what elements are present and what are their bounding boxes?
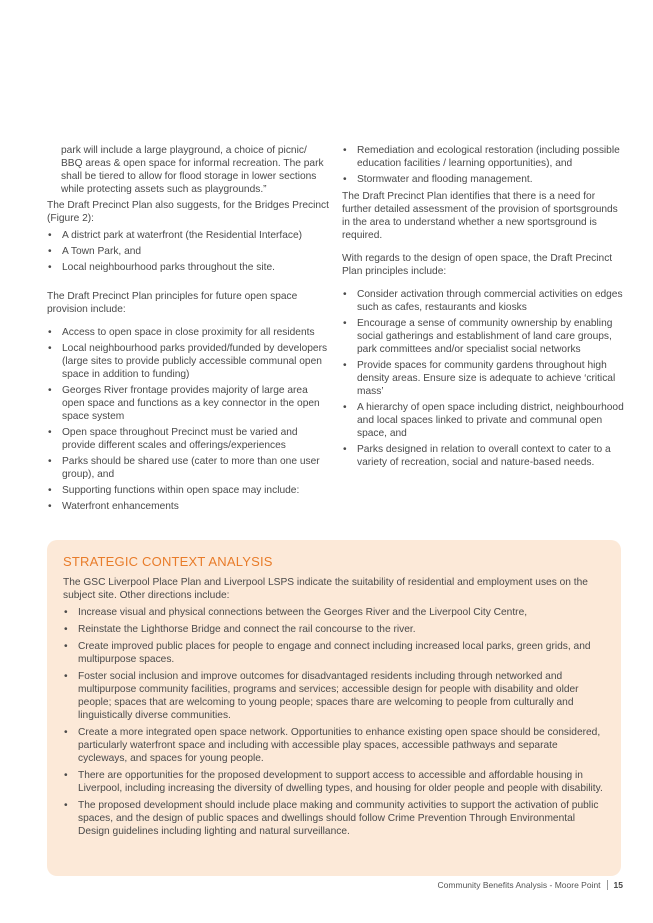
bullet-list	[342, 288, 624, 469]
list-item: • Access to open space in close proximity for all residents	[47, 326, 331, 339]
list-item: • A Town Park, and	[47, 245, 331, 258]
page-number: 15	[613, 880, 623, 890]
panel-bullet-list	[63, 606, 605, 838]
list-item: • Encourage a sense of community ownership by enabling social gatherings and establishment of land care groups, park committees and/or specialist social networks	[342, 317, 624, 356]
list-item: • Open space throughout Precinct must be varied and provide different scales and offerings/experiences	[47, 426, 331, 452]
list-item: • Increase visual and physical connections between the Georges River and the Liverpool City Centre,	[63, 606, 605, 619]
list-item: • Parks designed in relation to overall context to cater to a variety of recreation, social and nature-based needs.	[342, 443, 624, 469]
panel-heading: STRATEGIC CONTEXT ANALYSIS	[63, 554, 273, 569]
list-item: • A hierarchy of open space including district, neighbourhood and local spaces linked to private and communal open space, and	[342, 401, 624, 440]
paragraph: The Draft Precinct Plan principles for future open space provision include:	[47, 291, 298, 315]
list-item: • Georges River frontage provides majority of large area open space and functions as a key connector in the open space system	[47, 384, 331, 423]
list-item: • A district park at waterfront (the Residential Interface)	[47, 229, 331, 242]
list-item: • Provide spaces for community gardens throughout high density areas. Ensure size is adequate to achieve ‘critical mass’	[342, 359, 624, 398]
list-item: • Waterfront enhancements	[47, 500, 331, 513]
bullet-list	[47, 229, 331, 274]
list-item: • The proposed development should include place making and community activities to support the activation of public spaces, and the design of public spaces and dwellings should follow Crime Prevention Through Environmental Design guidelines including lighting and natural surveillance.	[63, 799, 605, 838]
list-item: • Local neighbourhood parks throughout the site.	[47, 261, 331, 274]
list-item: • Foster social inclusion and improve outcomes for disadvantaged residents including through networked and multipurpose community facilities, programs and services; accessible design for people with disability and older people; spaces that are welcoming to young people; spaces thare are welcoming to people from culturally and linguistically diverse communities.	[63, 670, 605, 722]
list-item: • Stormwater and flooding management.	[342, 173, 624, 186]
paragraph: The Draft Precinct Plan also suggests, for the Bridges Precinct (Figure 2):	[47, 200, 329, 224]
paragraph: The Draft Precinct Plan identifies that there is a need for further detailed assessment of the provision of sportsgrounds in the area to understand whether a new sportsground is required.	[342, 191, 618, 241]
list-item: • There are opportunities for the proposed development to support access to accessible and affordable housing in Liverpool, including increasing the diversity of dwelling types, and housing for older people and people with disability.	[63, 769, 605, 795]
bullet-list	[47, 326, 331, 513]
list-item: • Consider activation through commercial activities on edges such as cafes, restaurants and kiosks	[342, 288, 624, 314]
list-item: • Reinstate the Lighthorse Bridge and connect the rail concourse to the river.	[63, 623, 605, 636]
footer-doc-title: Community Benefits Analysis - Moore Point	[437, 880, 601, 890]
list-item: • Supporting functions within open space may include:	[47, 484, 331, 497]
list-item: • Remediation and ecological restoration (including possible education facilities / learning opportunities), and	[342, 144, 624, 170]
paragraph: With regards to the design of open space, the Draft Precinct Plan principles include:	[342, 253, 613, 277]
footer-divider	[607, 880, 608, 890]
right-column	[342, 144, 624, 479]
quote-text: park will include a large playground, a choice of picnic/ BBQ areas & open space for informal recreation. The park shall be tiered to allow for flood storage in lower sections while protecting assets such as playgrounds.”	[61, 145, 324, 195]
panel-intro: The GSC Liverpool Place Plan and Liverpool LSPS indicate the suitability of residential and employment uses on the subject site. Other directions include:	[63, 577, 588, 601]
list-item: • Create improved public places for people to engage and connect including increased local parks, green grids, and multipurpose spaces.	[63, 640, 605, 666]
list-item: • Local neighbourhood parks provided/funded by developers (large sites to provide publicly accessible communal open space in addition to funding)	[47, 342, 331, 381]
page-footer	[438, 880, 623, 890]
list-item: • Parks should be shared use (cater to more than one user group), and	[47, 455, 331, 481]
bullet-list	[342, 144, 624, 186]
list-item: • Create a more integrated open space network. Opportunities to enhance existing open space should be considered, particularly waterfront space and including with accessible play spaces, accessible pathways and separate cycleways, and spaces for young people.	[63, 726, 605, 765]
left-column	[47, 144, 331, 523]
strategic-context-panel	[47, 540, 621, 876]
